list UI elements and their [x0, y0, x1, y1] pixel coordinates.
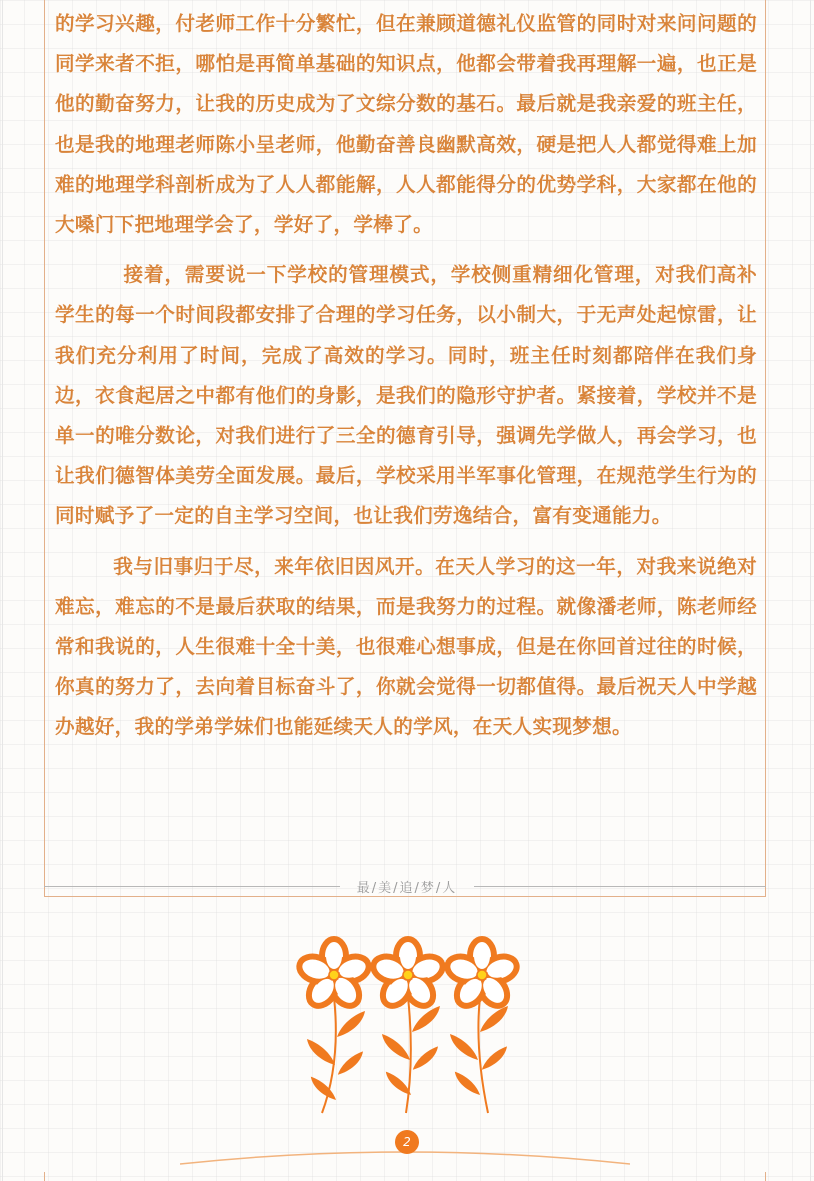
- paragraph-2-text: 接着，需要说一下学校的管理模式，学校侧重精细化管理，对我们高补学生的每一个时间段都安排了合理的学习任务，以小制大，于无声处起惊雷，让我们充分利用了时间，完成了高效的学习。同时，班主任时刻都陪伴在我们身边，衣食起居之中都有他们的身影，是我们的隐形守护者。紧接着，学校并不是单一的唯分数论，对我们进行了三全的德育引导，强调先学做人，再会学习，也让我们德智体美劳全面发展。最后，学校采用半军事化管理，在规范学生行为的同时赋予了一定的自主学习空间，也让我们劳逸结合，富有变通能力。: [55, 263, 757, 528]
- paragraph-3-text: 我与旧事归于尽，来年依旧因风开。在天人学习的这一年，对我来说绝对难忘，难忘的不是最后获取的结果，而是我努力的过程。就像潘老师，陈老师经常和我说的，人生很难十全十美，也很难心想事成，但是在你回首过往的时候，你真的努力了，去向着目标奋斗了，你就会觉得一切都值得。最后祝天人中学越办越好，我的学弟学妹们也能延续天人的学风，在天人实现梦想。: [55, 554, 757, 739]
- paragraph-1: 的学习兴趣，付老师工作十分繁忙，但在兼顾道德礼仪监管的同时对来问问题的同学来者不拒，哪怕是再简单基础的知识点，他都会带着我再理解一遍，也正是他的勤奋努力，让我的历史成为了文综分数的基石。最后就是我亲爱的班主任，也是我的地理老师陈小呈老师，他勤奋善良幽默高效，硬是把人人都觉得难上加难的地理学科剖析成为了人人都能解，人人都能得分的优势学科，大家都在他的大嗓门下把地理学会了，学好了，学棒了。: [55, 12, 757, 237]
- paragraph-3: [55, 547, 757, 748]
- flower-illustration: [290, 935, 530, 1120]
- paragraph-2: [55, 255, 757, 536]
- footer-divider-left: [44, 886, 340, 887]
- frame-tick-right: [765, 1172, 766, 1181]
- page-number-badge: 2: [395, 1130, 419, 1154]
- footer-caption: 最/美/追/梦/人: [356, 881, 458, 896]
- article-body: [55, 4, 757, 748]
- frame-tick-left: [44, 1172, 45, 1181]
- side-rule-right: [810, 0, 811, 1181]
- footer-divider-right: [474, 886, 766, 887]
- side-rule-left: [2, 0, 3, 1181]
